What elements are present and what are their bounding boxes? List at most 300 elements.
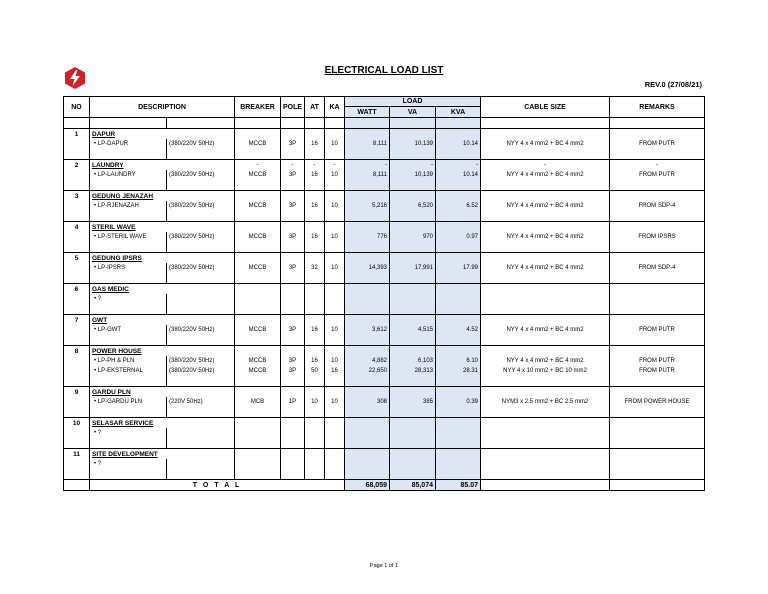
empty-cell	[481, 469, 610, 480]
group-cable	[481, 387, 610, 398]
empty-cell	[235, 273, 281, 284]
cell-breaker: MCCB	[235, 232, 281, 242]
spacer-row	[64, 438, 705, 449]
group-row	[64, 315, 705, 326]
spacer-row	[64, 469, 705, 480]
group-va	[390, 129, 436, 140]
cell-watt	[345, 294, 390, 304]
empty-cell	[64, 397, 90, 407]
group-pole	[281, 284, 305, 295]
empty-cell	[345, 211, 390, 222]
empty-cell	[235, 438, 281, 449]
col-watt: WATT	[345, 107, 390, 118]
empty-cell	[64, 294, 90, 304]
empty-cell	[390, 273, 436, 284]
empty-cell	[390, 304, 436, 315]
group-at	[305, 346, 325, 357]
cell-watt: 4,882	[345, 356, 390, 366]
cell-pole: 3P	[281, 366, 305, 376]
empty-cell	[167, 180, 235, 191]
page-title: ELECTRICAL LOAD LIST	[324, 65, 444, 76]
group-watt	[345, 418, 390, 429]
spacer-row	[64, 376, 705, 387]
group-va	[390, 222, 436, 233]
cell-ka: 10	[325, 325, 345, 335]
cell-kva: 10.14	[436, 170, 481, 180]
empty-cell	[167, 273, 235, 284]
group-cable	[481, 129, 610, 140]
group-watt	[345, 253, 390, 264]
empty-cell	[281, 273, 305, 284]
panel-name: • ?	[90, 459, 167, 469]
empty-cell	[325, 149, 345, 160]
panel-name: • LP-DAPUR	[90, 139, 167, 149]
spacer-row	[64, 304, 705, 315]
group-kva	[436, 253, 481, 264]
group-name: SITE DEVELOPMENT	[90, 449, 235, 460]
empty-cell	[90, 211, 167, 222]
group-ka	[325, 387, 345, 398]
col-at: AT	[305, 97, 325, 118]
empty-cell	[481, 211, 610, 222]
empty-cell	[90, 149, 167, 160]
group-pole	[281, 129, 305, 140]
empty-cell	[64, 407, 90, 418]
group-breaker	[235, 449, 281, 460]
empty-cell	[90, 376, 167, 387]
group-remarks	[610, 449, 705, 460]
table-row	[64, 263, 705, 273]
panel-spec: (380/220V 50Hz)	[167, 263, 235, 273]
empty-cell	[325, 118, 345, 129]
group-number: 3	[64, 191, 90, 202]
group-at	[305, 284, 325, 295]
empty-cell	[90, 180, 167, 191]
cell-ka: 10	[325, 397, 345, 407]
empty-cell	[325, 407, 345, 418]
cell-cable: NYY 4 x 4 mm2 + BC 4 mm2	[481, 139, 610, 149]
cell-va: 6,103	[390, 356, 436, 366]
group-breaker	[235, 253, 281, 264]
group-cable	[481, 284, 610, 295]
cell-pole: 3P	[281, 170, 305, 180]
empty-cell	[436, 273, 481, 284]
group-va	[390, 253, 436, 264]
empty-cell	[610, 438, 705, 449]
cell-pole: 3P	[281, 263, 305, 273]
cell-va: 385	[390, 397, 436, 407]
cell-remarks	[610, 459, 705, 469]
col-pole: POLE	[281, 97, 305, 118]
empty-cell	[345, 242, 390, 253]
cell-watt: 776	[345, 232, 390, 242]
group-watt	[345, 129, 390, 140]
total-label: T O T A L	[90, 480, 345, 491]
empty-cell	[64, 201, 90, 211]
panel-spec: (380/220V 50Hz)	[167, 325, 235, 335]
empty-cell	[281, 118, 305, 129]
load-list-body	[64, 118, 705, 491]
empty-cell	[167, 304, 235, 315]
cell-va: 970	[390, 232, 436, 242]
group-breaker	[235, 129, 281, 140]
empty-cell	[90, 438, 167, 449]
cell-breaker	[235, 294, 281, 304]
spacer-row	[64, 335, 705, 346]
empty-cell	[281, 407, 305, 418]
col-load: LOAD	[345, 97, 481, 107]
group-pole	[281, 191, 305, 202]
group-watt	[345, 387, 390, 398]
group-remarks: -	[610, 160, 705, 171]
cell-breaker: MCCB	[235, 356, 281, 366]
cell-remarks: FROM SDP-4	[610, 263, 705, 273]
cell-breaker: MCCB	[235, 263, 281, 273]
group-breaker	[235, 346, 281, 357]
cell-remarks: FROM PUTR	[610, 366, 705, 376]
panel-spec	[167, 428, 235, 438]
group-ka	[325, 418, 345, 429]
group-number: 4	[64, 222, 90, 233]
group-remarks	[610, 253, 705, 264]
group-name: SELASAR SERVICE	[90, 418, 235, 429]
group-pole	[281, 253, 305, 264]
group-pole	[281, 315, 305, 326]
group-ka	[325, 222, 345, 233]
empty-cell	[481, 407, 610, 418]
cell-breaker: MCB	[235, 397, 281, 407]
group-at	[305, 191, 325, 202]
cell-va	[390, 459, 436, 469]
empty-cell	[390, 407, 436, 418]
group-remarks	[610, 387, 705, 398]
cell-breaker	[235, 428, 281, 438]
group-pole	[281, 387, 305, 398]
col-ka: KA	[325, 97, 345, 118]
cell-remarks	[610, 294, 705, 304]
cell-watt: 5,216	[345, 201, 390, 211]
spacer-row	[64, 149, 705, 160]
empty-cell	[390, 242, 436, 253]
group-cable	[481, 253, 610, 264]
panel-spec	[167, 459, 235, 469]
empty-cell	[305, 242, 325, 253]
cell-pole: 3P	[281, 356, 305, 366]
group-va	[390, 418, 436, 429]
empty-cell	[64, 304, 90, 315]
cell-va: 6,520	[390, 201, 436, 211]
empty-cell	[436, 376, 481, 387]
empty-cell	[436, 242, 481, 253]
col-no: NO	[64, 97, 90, 118]
empty-cell	[436, 438, 481, 449]
cell-breaker: MCCB	[235, 139, 281, 149]
group-name: LAUNDRY	[90, 160, 235, 171]
group-ka	[325, 284, 345, 295]
cell-watt: 22,650	[345, 366, 390, 376]
table-row	[64, 397, 705, 407]
group-cable	[481, 315, 610, 326]
empty-cell	[345, 376, 390, 387]
empty-cell	[235, 118, 281, 129]
cell-watt: 308	[345, 397, 390, 407]
cell-kva: 4.52	[436, 325, 481, 335]
table-row	[64, 366, 705, 376]
group-va	[390, 387, 436, 398]
group-cable	[481, 346, 610, 357]
cell-kva	[436, 294, 481, 304]
empty-cell	[481, 149, 610, 160]
cell-ka: 10	[325, 139, 345, 149]
group-row	[64, 129, 705, 140]
group-pole	[281, 346, 305, 357]
cell-at: 16	[305, 170, 325, 180]
empty-cell	[610, 335, 705, 346]
panel-name: • LP-RJENAZAH	[90, 201, 167, 211]
group-kva	[436, 222, 481, 233]
empty-cell	[345, 335, 390, 346]
empty-cell	[390, 149, 436, 160]
cell-kva	[436, 428, 481, 438]
cell-va	[390, 294, 436, 304]
empty-cell	[235, 376, 281, 387]
group-at	[305, 449, 325, 460]
panel-spec: (380/220V 50Hz)	[167, 139, 235, 149]
group-cable: -	[481, 160, 610, 171]
table-row	[64, 325, 705, 335]
cell-watt: 8,111	[345, 170, 390, 180]
empty-cell	[436, 180, 481, 191]
empty-cell	[64, 139, 90, 149]
empty-cell	[281, 180, 305, 191]
cell-ka	[325, 459, 345, 469]
group-ka	[325, 346, 345, 357]
cell-watt	[345, 428, 390, 438]
empty-cell	[64, 428, 90, 438]
cell-cable: NYY 4 x 4 mm2 + BC 4 mm2	[481, 263, 610, 273]
group-pole	[281, 449, 305, 460]
table-row	[64, 294, 705, 304]
group-ka	[325, 449, 345, 460]
group-row	[64, 387, 705, 398]
cell-pole: 1P	[281, 397, 305, 407]
empty-cell	[481, 118, 610, 129]
empty-cell	[345, 304, 390, 315]
empty-cell	[281, 469, 305, 480]
empty-cell	[64, 480, 90, 491]
panel-name: • LP-GARDU PLN	[90, 397, 167, 407]
empty-cell	[281, 242, 305, 253]
cell-va: 17,991	[390, 263, 436, 273]
table-row	[64, 170, 705, 180]
cell-kva: 28.31	[436, 366, 481, 376]
group-breaker	[235, 418, 281, 429]
group-va: -	[390, 160, 436, 171]
group-row	[64, 449, 705, 460]
cell-cable: NYM3 x 2.5 mm2 + BC 2.5 mm2	[481, 397, 610, 407]
cell-ka: 10	[325, 232, 345, 242]
empty-cell	[64, 335, 90, 346]
empty-cell	[390, 211, 436, 222]
empty-cell	[481, 335, 610, 346]
group-pole	[281, 418, 305, 429]
empty-cell	[305, 149, 325, 160]
group-breaker	[235, 284, 281, 295]
page-footer: Page 1 of 1	[369, 563, 399, 569]
empty-cell	[235, 211, 281, 222]
cell-ka	[325, 294, 345, 304]
empty-cell	[345, 273, 390, 284]
empty-cell	[64, 356, 90, 366]
group-va	[390, 284, 436, 295]
cell-breaker: MCCB	[235, 201, 281, 211]
empty-cell	[167, 242, 235, 253]
empty-cell	[167, 118, 235, 129]
empty-cell	[305, 438, 325, 449]
empty-cell	[610, 118, 705, 129]
total-va: 85,074	[390, 480, 436, 491]
group-watt	[345, 346, 390, 357]
empty-cell	[64, 211, 90, 222]
group-va	[390, 449, 436, 460]
cell-va: 4,515	[390, 325, 436, 335]
cell-ka: 10	[325, 356, 345, 366]
col-breaker: BREAKER	[235, 97, 281, 118]
empty-cell	[167, 438, 235, 449]
empty-cell	[90, 335, 167, 346]
group-pole	[281, 222, 305, 233]
empty-cell	[64, 263, 90, 273]
group-number: 9	[64, 387, 90, 398]
empty-cell	[436, 149, 481, 160]
group-watt	[345, 222, 390, 233]
spacer-row	[64, 407, 705, 418]
cell-ka: 10	[325, 263, 345, 273]
group-remarks	[610, 191, 705, 202]
empty-cell	[325, 438, 345, 449]
empty-cell	[167, 469, 235, 480]
group-watt: -	[345, 160, 390, 171]
group-at	[305, 129, 325, 140]
empty-cell	[390, 180, 436, 191]
group-number: 6	[64, 284, 90, 295]
group-at	[305, 418, 325, 429]
empty-cell	[481, 304, 610, 315]
panel-name: • LP-EKSTERNAL	[90, 366, 167, 376]
panel-name: • LP-GWT	[90, 325, 167, 335]
cell-at: 50	[305, 366, 325, 376]
empty-cell	[305, 469, 325, 480]
group-remarks	[610, 315, 705, 326]
cell-pole: 3P	[281, 201, 305, 211]
group-ka	[325, 191, 345, 202]
panel-spec: (380/220V 50Hz)	[167, 366, 235, 376]
cell-cable: NYY 4 x 10 mm2 + BC 10 mm2	[481, 366, 610, 376]
col-cable: CABLE SIZE	[481, 97, 610, 118]
empty-cell	[281, 376, 305, 387]
cell-remarks: FROM IPSRS	[610, 232, 705, 242]
empty-cell	[281, 211, 305, 222]
cell-ka: 10	[325, 170, 345, 180]
cell-va: 28,313	[390, 366, 436, 376]
group-row	[64, 284, 705, 295]
cell-pole	[281, 428, 305, 438]
group-remarks	[610, 346, 705, 357]
group-number: 2	[64, 160, 90, 171]
group-remarks	[610, 222, 705, 233]
empty-cell	[305, 118, 325, 129]
empty-cell	[64, 469, 90, 480]
cell-cable	[481, 294, 610, 304]
empty-cell	[345, 180, 390, 191]
group-ka	[325, 253, 345, 264]
empty-cell	[436, 469, 481, 480]
cell-remarks: FROM POWER HOUSE	[610, 397, 705, 407]
total-kva: 85.07	[436, 480, 481, 491]
cell-kva: 6.52	[436, 201, 481, 211]
empty-cell	[481, 180, 610, 191]
group-cable	[481, 418, 610, 429]
cell-watt	[345, 459, 390, 469]
col-va: VA	[390, 107, 436, 118]
group-name: DAPUR	[90, 129, 235, 140]
group-number: 1	[64, 129, 90, 140]
cell-ka: 16	[325, 366, 345, 376]
cell-watt: 14,393	[345, 263, 390, 273]
table-row	[64, 232, 705, 242]
empty-cell	[345, 407, 390, 418]
group-kva	[436, 284, 481, 295]
group-kva	[436, 449, 481, 460]
cell-remarks: FROM PUTR	[610, 170, 705, 180]
empty-cell	[90, 273, 167, 284]
empty-cell	[64, 459, 90, 469]
empty-cell	[64, 180, 90, 191]
panel-spec: (380/220V 50Hz)	[167, 201, 235, 211]
cell-cable: NYY 4 x 4 mm2 + BC 4 mm2	[481, 232, 610, 242]
cell-breaker	[235, 459, 281, 469]
group-at	[305, 387, 325, 398]
empty-cell	[325, 335, 345, 346]
empty-cell	[167, 149, 235, 160]
group-number: 8	[64, 346, 90, 357]
empty-cell	[390, 376, 436, 387]
empty-cell	[90, 469, 167, 480]
cell-at	[305, 459, 325, 469]
group-watt	[345, 449, 390, 460]
empty-cell	[167, 335, 235, 346]
empty-cell	[325, 273, 345, 284]
cell-ka: 10	[325, 201, 345, 211]
empty-cell	[481, 376, 610, 387]
table-row	[64, 139, 705, 149]
group-name: GEDUNG JENAZAH	[90, 191, 235, 202]
cell-at	[305, 428, 325, 438]
cell-cable: NYY 4 x 4 mm2 + BC 4 mm2	[481, 356, 610, 366]
group-number: 11	[64, 449, 90, 460]
empty-cell	[345, 118, 390, 129]
load-list-table	[63, 96, 705, 491]
col-kva: KVA	[436, 107, 481, 118]
empty-cell	[481, 480, 610, 491]
group-breaker	[235, 222, 281, 233]
empty-cell	[481, 438, 610, 449]
cell-at: 16	[305, 356, 325, 366]
panel-name: • LP-STERIL WAVE	[90, 232, 167, 242]
empty-cell	[305, 211, 325, 222]
empty-cell	[436, 118, 481, 129]
cell-at: 16	[305, 139, 325, 149]
